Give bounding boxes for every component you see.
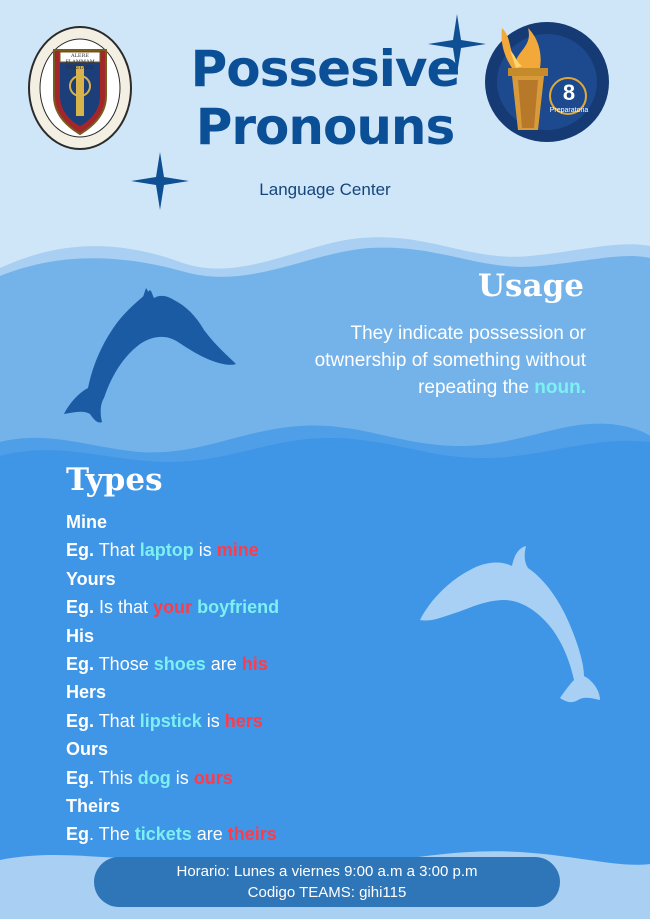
example-text: That [94, 710, 140, 731]
pronoun-label: Ours [66, 739, 109, 760]
usage-text [276, 320, 586, 401]
example-prefix: Eg. [66, 540, 95, 561]
types-list [66, 508, 406, 849]
usage-text-main: They indicate possession or otwnership of something without repeating the [314, 323, 586, 398]
uanl-seal-logo [28, 26, 132, 150]
uanl-seal-motto: ALERE FLAMMAM VERITATIS [65, 53, 95, 71]
example-pronoun: hers [224, 710, 263, 731]
example-text: is [170, 767, 194, 788]
subtitle: Language Center [259, 180, 391, 199]
example-sentence [66, 536, 406, 564]
example-noun: tickets [134, 824, 192, 845]
dolphin-dark-icon [64, 288, 236, 423]
example-prefix: Eg. [66, 597, 95, 618]
pronoun-label: Mine [66, 512, 108, 532]
title-line-2: Pronouns [195, 98, 455, 156]
prepa8-torch-logo [482, 20, 612, 144]
example-pronoun: ours [193, 767, 233, 788]
example-pronoun: his [241, 654, 268, 675]
example-text: This [94, 767, 138, 788]
example-noun: shoes [153, 654, 206, 675]
dolphin-light-icon [420, 546, 600, 702]
example-text: are [191, 824, 228, 845]
example-noun: dog [137, 767, 171, 788]
example-prefix: Eg. [66, 654, 95, 675]
pronoun-label: Hers [66, 682, 107, 703]
uanl-seal-ring-text [30, 143, 130, 144]
example-noun: lipstick [139, 710, 202, 731]
pronoun-label: His [66, 625, 95, 646]
prepa8-label: Preparatoria [549, 107, 589, 114]
example-sentence [66, 707, 406, 735]
example-text: is [193, 540, 217, 561]
page-title [150, 40, 500, 156]
example-text: That [94, 540, 140, 561]
usage-highlight: noun. [534, 377, 586, 398]
example-text: are [205, 654, 242, 675]
example-pronoun: theirs [227, 824, 277, 845]
example-text: Those [94, 654, 154, 675]
example-sentence [66, 593, 406, 621]
schedule-line: Horario: Lunes a viernes 9:00 a.m a 3:00 p.m [176, 863, 478, 880]
types-heading: Types [66, 462, 163, 498]
example-prefix: Eg [66, 824, 90, 845]
example-noun: laptop [139, 540, 194, 561]
example-prefix: Eg. [66, 710, 95, 731]
example-sentence [66, 820, 406, 848]
example-text: Is that [94, 597, 154, 618]
example-noun: boyfriend [197, 597, 280, 618]
prepa8-ring-text [490, 142, 590, 143]
example-pronoun: your [153, 597, 193, 618]
usage-heading: Usage [478, 268, 584, 304]
example-prefix: Eg. [66, 767, 95, 788]
example-sentence [66, 764, 406, 792]
example-text: is [201, 710, 225, 731]
example-text: . The [89, 824, 135, 845]
teams-code-line: Codigo TEAMS: gihi115 [247, 884, 407, 901]
schedule-banner [94, 857, 560, 907]
pronoun-label: Theirs [66, 796, 121, 817]
example-sentence [66, 650, 406, 678]
prepa8-number: 8 [562, 80, 576, 105]
title-line-1: Possesive [190, 40, 460, 98]
example-pronoun: mine [216, 540, 259, 561]
pronoun-label: Yours [66, 568, 116, 589]
